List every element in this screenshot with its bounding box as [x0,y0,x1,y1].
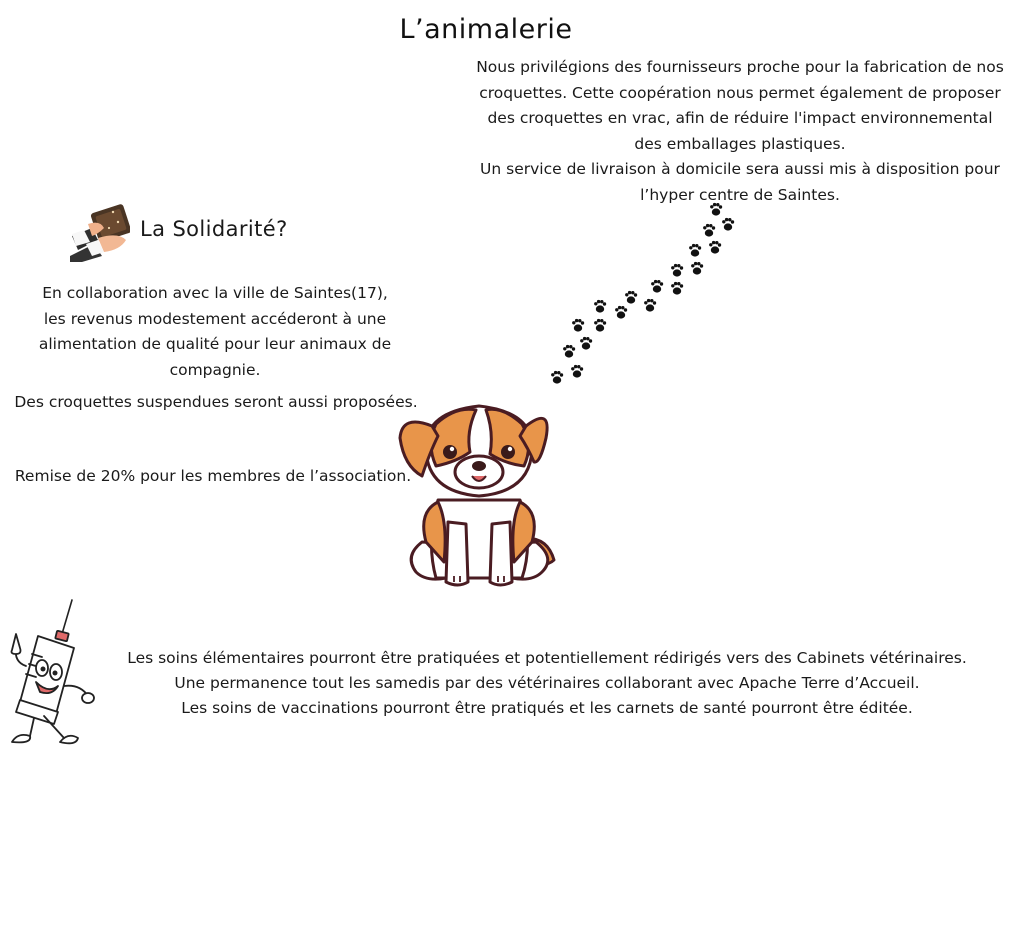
discount-text: Remise de 20% pour les membres de l’association. [14,467,412,485]
care-line: Les soins de vaccinations pourront être pratiqués et les carnets de santé pourront être éditée. [181,699,913,717]
wallet-hands-icon [68,198,130,262]
intro-line: croquettes. Cette coopération nous permet également de proposer [479,83,1001,102]
solidarity-line: En collaboration avec la ville de Saintes(17), [42,284,388,302]
intro-paragraph [452,55,1024,209]
solidarity-line: compagnie. [169,360,261,379]
intro-line: des emballages plastiques. [634,134,846,153]
solidarity-line: les revenus modestement accéderont à une [43,309,387,328]
intro-line: des croquettes en vrac, afin de réduire l'impact environnemental [487,109,993,128]
page-title: L’animalerie [399,14,573,45]
intro-line: Nous privilégions des fournisseurs proche pour la fabrication de nos [476,58,1004,76]
syringe-character-icon [2,596,96,746]
care-paragraph [96,646,998,721]
care-line: Les soins élémentaires pourront être pratiquées et potentiellement rédirigés vers des Cabinets vétérinaires. [127,649,967,667]
intro-line: l’hyper centre de Saintes. [640,185,840,204]
paw-prints-icon [540,195,750,390]
puppy-illustration [396,392,562,590]
solidarity-paragraph [18,281,412,383]
intro-line: Un service de livraison à domicile sera aussi mis à disposition pour [480,160,1000,179]
care-line: Une permanence tout les samedis par des vétérinaires collaborant avec Apache Terre d’Accueil. [174,674,920,692]
suspended-croquettes-text: Des croquettes suspendues seront aussi proposées. [14,393,418,411]
solidarity-line: alimentation de qualité pour leur animaux de [38,335,392,354]
solidarity-title: La Solidarité? [140,217,288,241]
